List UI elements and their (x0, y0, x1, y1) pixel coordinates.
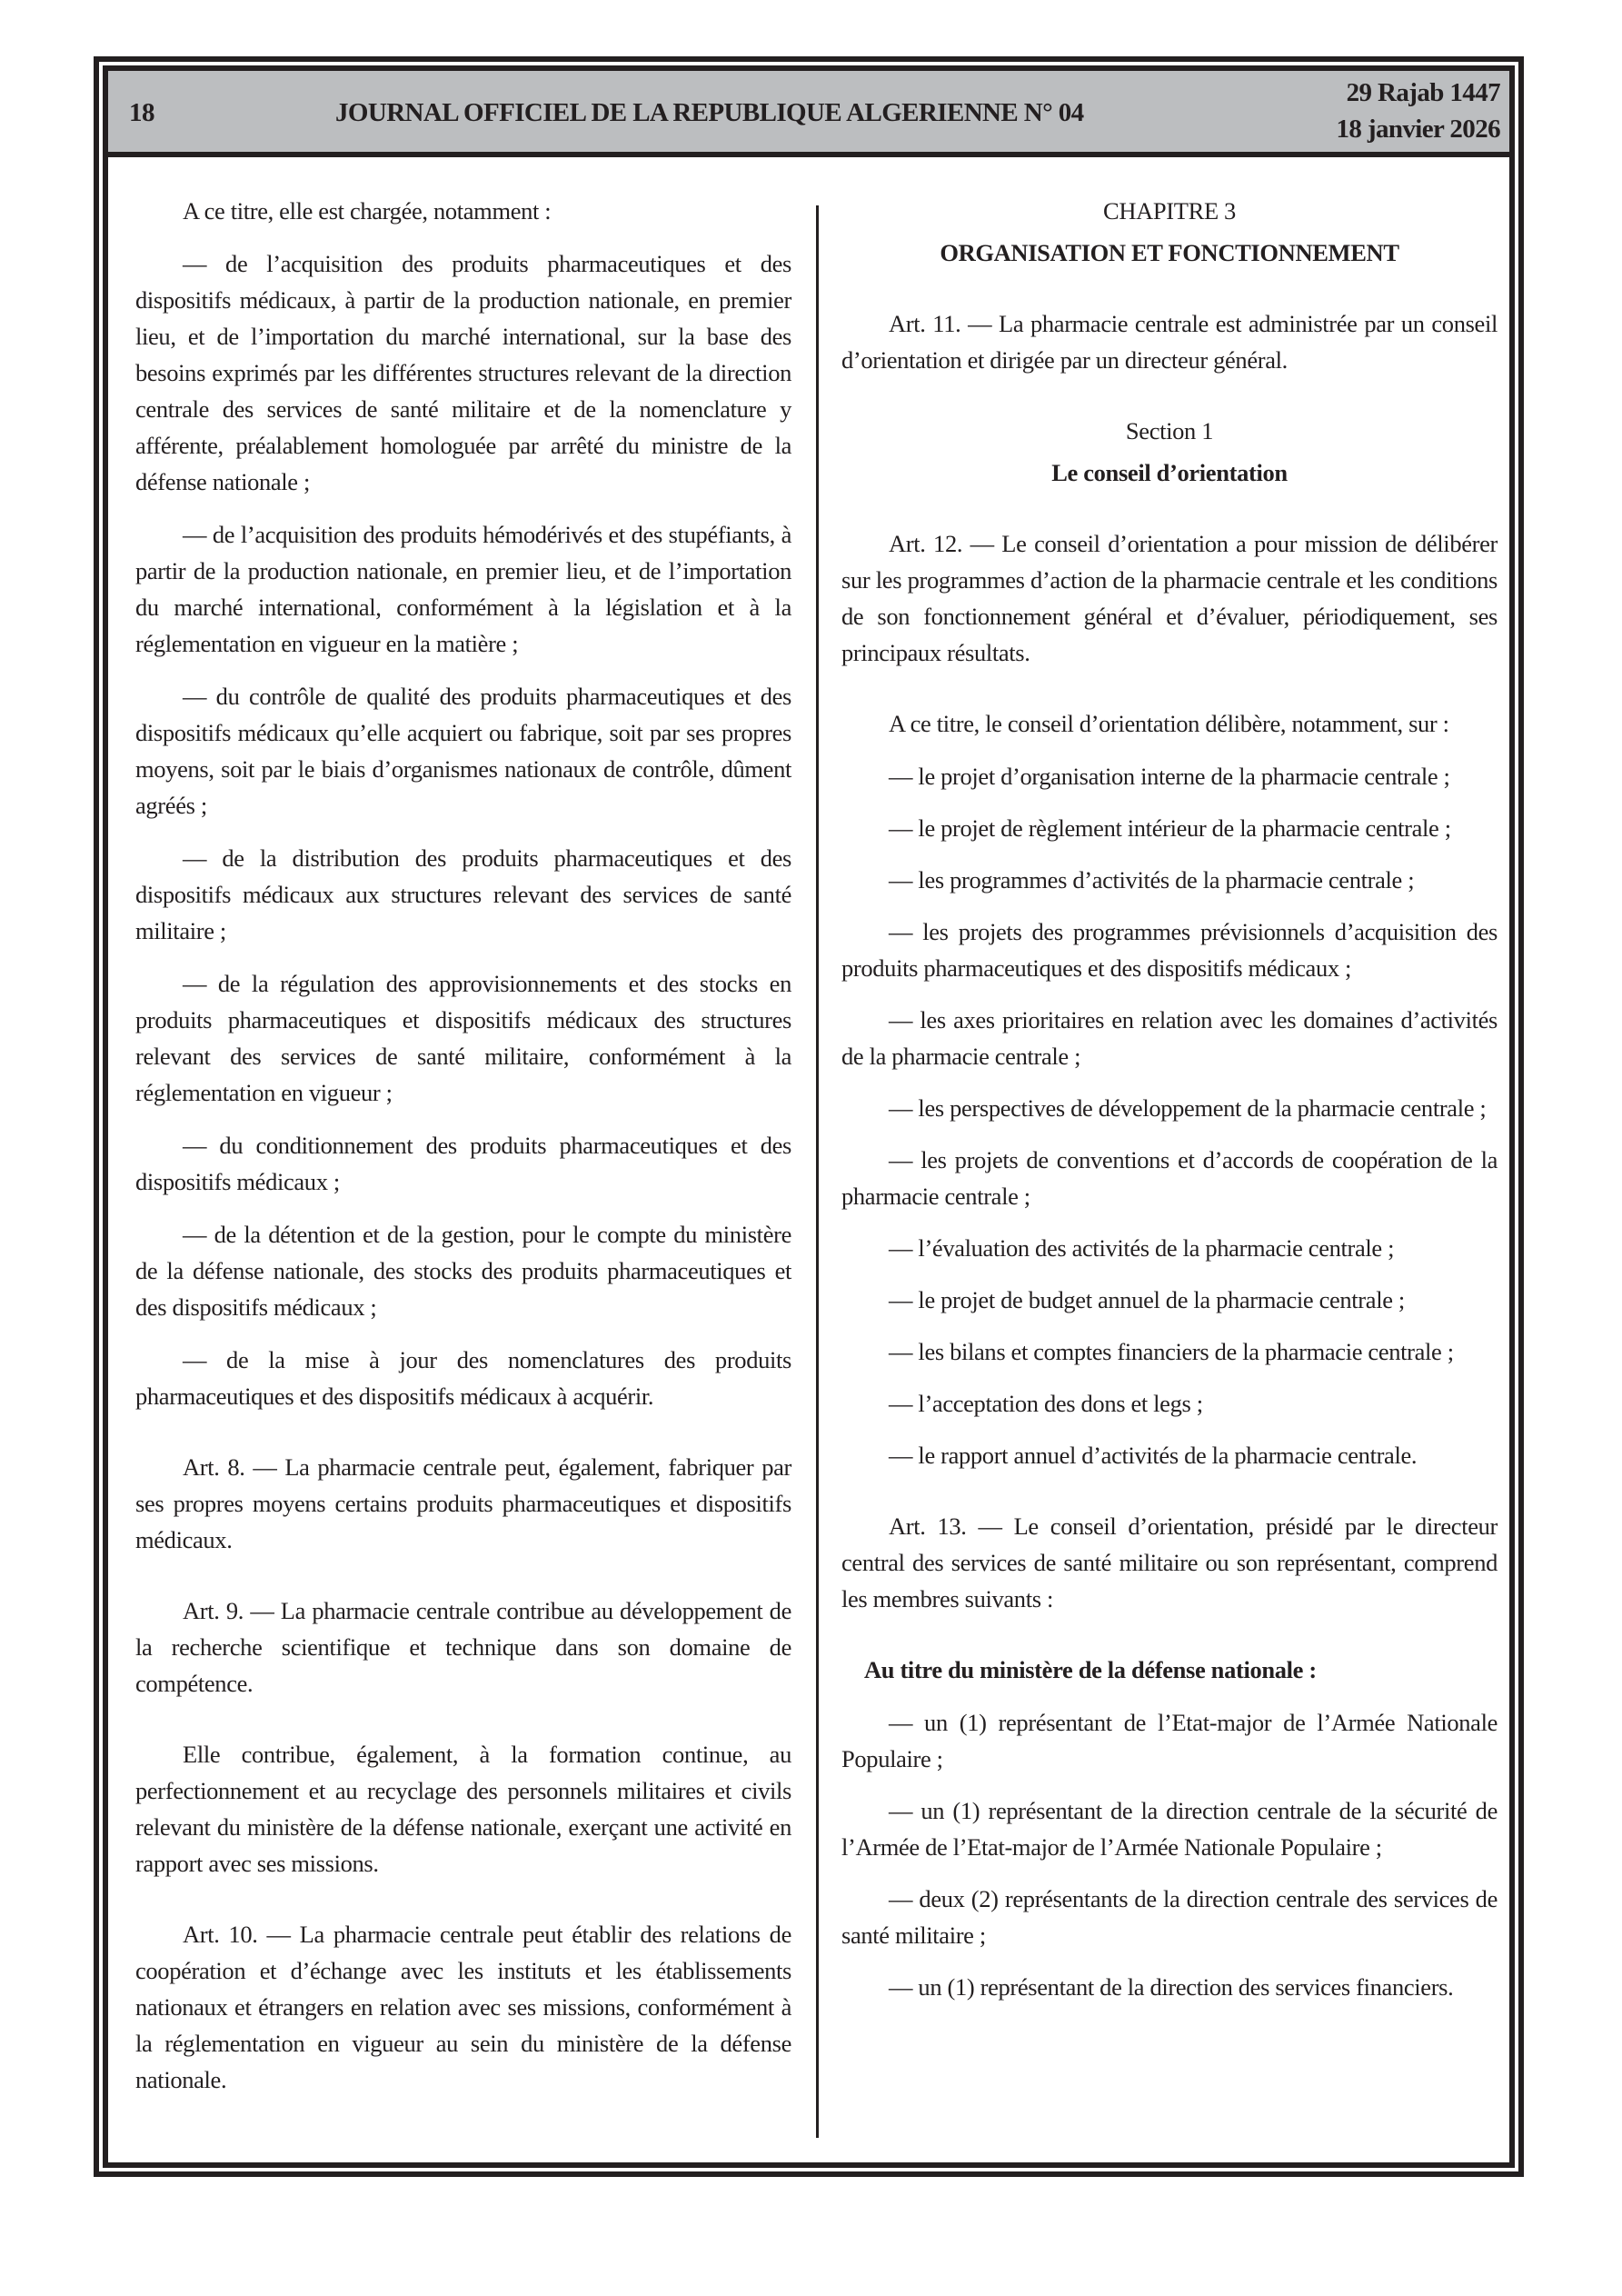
missions-intro: A ce titre, elle est chargée, notamment : (183, 197, 552, 225)
member-item: — deux (2) représentants de la direction centrale des services de santé militaire ; (841, 1885, 1498, 1949)
section-title: Le conseil d’orientation (1051, 459, 1288, 486)
article-12: Art. 12. — Le conseil d’orientation a pour mission de délibérer sur les programmes d’action de la pharmacie centrale et les conditions de son fonctionnement général et d’évaluer, périodiquement, ses principaux résultats. (841, 530, 1498, 666)
deliberation-item: — l’acceptation des dons et legs ; (889, 1390, 1203, 1417)
chapter-title: ORGANISATION ET FONCTIONNEMENT (940, 239, 1399, 266)
article-9: Art. 9. — La pharmacie centrale contribue au développement de la recherche scientifique et technique dans son domaine de compétence. (135, 1597, 791, 1697)
article-11: Art. 11. — La pharmacie centrale est administrée par un conseil d’orientation et dirigée par un directeur général. (841, 310, 1498, 374)
issue-date (1336, 75, 1500, 147)
mission-item: — de la détention et de la gestion, pour le compte du ministère de la défense nationale, des stocks des produits pharmaceutiques et des dispositifs médicaux ; (135, 1221, 791, 1321)
deliberation-item: — les projets de conventions et d’accords de coopération de la pharmacie centrale ; (841, 1146, 1498, 1210)
journal-header (108, 71, 1509, 157)
mission-item: — de l’acquisition des produits hémodérivés et des stupéfiants, à partir de la production nationale, en premier lieu, et de l’importation du marché international, conformément à la législation et à la réglementation en vigueur en la matière ; (135, 521, 791, 657)
article-13: Art. 13. — Le conseil d’orientation, présidé par le directeur central des services de santé militaire ou son représentant, comprend les membres suivants : (841, 1512, 1498, 1612)
deliberation-item: — les programmes d’activités de la pharmacie centrale ; (889, 866, 1415, 893)
left-column (135, 193, 791, 2114)
deliberation-item: — le projet de budget annuel de la pharmacie centrale ; (889, 1286, 1405, 1313)
page-frame (94, 56, 1524, 2177)
column-divider (816, 205, 819, 2138)
right-column (841, 193, 1498, 2021)
article-12-intro: A ce titre, le conseil d’orientation délibère, notamment, sur : (889, 710, 1449, 737)
section-label: Section 1 (1125, 417, 1214, 444)
mission-item: — de la régulation des approvisionnements et des stocks en produits pharmaceutiques et dispositifs médicaux des structures relevant des services de santé militaire, conformément à la réglementation en vigueur ; (135, 970, 791, 1106)
deliberation-item: — les perspectives de développement de la pharmacie centrale ; (889, 1094, 1487, 1122)
chapter-label: CHAPITRE 3 (1103, 197, 1236, 225)
article-9-paragraph-2: Elle contribue, également, à la formation continue, au perfectionnement et au recyclage des personnels militaires et civils relevant du ministère de la défense nationale, exerçant une activité en rapport avec ses missions. (135, 1741, 791, 1877)
journal-title: JOURNAL OFFICIEL DE LA REPUBLIQUE ALGERIENNE N° 04 (335, 98, 1084, 127)
mission-item: — de la distribution des produits pharmaceutiques et des dispositifs médicaux aux structures relevant des services de santé militaire ; (135, 844, 791, 944)
deliberation-item: — l’évaluation des activités de la pharmacie centrale ; (889, 1234, 1395, 1262)
page-frame-inner (103, 65, 1515, 2168)
member-item: — un (1) représentant de la direction des services financiers. (889, 1973, 1454, 2001)
article-10: Art. 10. — La pharmacie centrale peut établir des relations de coopération et d’échange avec les instituts et les établissements nationaux et étrangers en relation avec ses missions, conformément à la réglementation en vigueur au sein du ministère de la défense nationale. (135, 1921, 791, 2093)
deliberation-item: — les bilans et comptes financiers de la pharmacie centrale ; (889, 1338, 1454, 1365)
article-8: Art. 8. — La pharmacie centrale peut, également, fabriquer par ses propres moyens certains produits pharmaceutiques et dispositifs médicaux. (135, 1453, 791, 1553)
member-item: — un (1) représentant de la direction centrale de la sécurité de l’Armée de l’Etat-major de l’Armée Nationale Populaire ; (841, 1797, 1498, 1861)
deliberation-item: — le rapport annuel d’activités de la pharmacie centrale. (889, 1442, 1418, 1469)
mdn-heading: Au titre du ministère de la défense nationale : (864, 1656, 1317, 1683)
deliberation-item: — le projet de règlement intérieur de la pharmacie centrale ; (889, 814, 1451, 842)
mission-item: — du conditionnement des produits pharmaceutiques et des dispositifs médicaux ; (135, 1132, 791, 1195)
page-number: 18 (129, 98, 154, 127)
member-item: — un (1) représentant de l’Etat-major de l’Armée Nationale Populaire ; (841, 1709, 1498, 1772)
deliberation-item: — les projets des programmes prévisionnels d’acquisition des produits pharmaceutiques et des dispositifs médicaux ; (841, 918, 1498, 982)
deliberation-item: — les axes prioritaires en relation avec les domaines d’activités de la pharmacie centrale ; (841, 1006, 1498, 1070)
mission-item: — du contrôle de qualité des produits pharmaceutiques et des dispositifs médicaux qu’elle acquiert ou fabrique, soit par ses propres moyens, soit par le biais d’organismes nationaux de contrôle, dûment agréés ; (135, 683, 791, 819)
date-hijri: 29 Rajab 1447 (1346, 78, 1500, 107)
deliberation-item: — le projet d’organisation interne de la pharmacie centrale ; (889, 763, 1450, 790)
mission-item: — de l’acquisition des produits pharmaceutiques et des dispositifs médicaux, à partir de la production nationale, en premier lieu, et de l’importation du marché international, sur la base des besoins exprimés par les différentes structures relevant de la direction centrale des services de santé militaire et de la nomenclature y afférente, préalablement homologuée par arrêté du ministre de la défense nationale ; (135, 250, 791, 495)
mission-item: — de la mise à jour des nomenclatures des produits pharmaceutiques et des dispositifs médicaux à acquérir. (135, 1346, 791, 1410)
date-gregorian: 18 janvier 2026 (1336, 115, 1500, 144)
